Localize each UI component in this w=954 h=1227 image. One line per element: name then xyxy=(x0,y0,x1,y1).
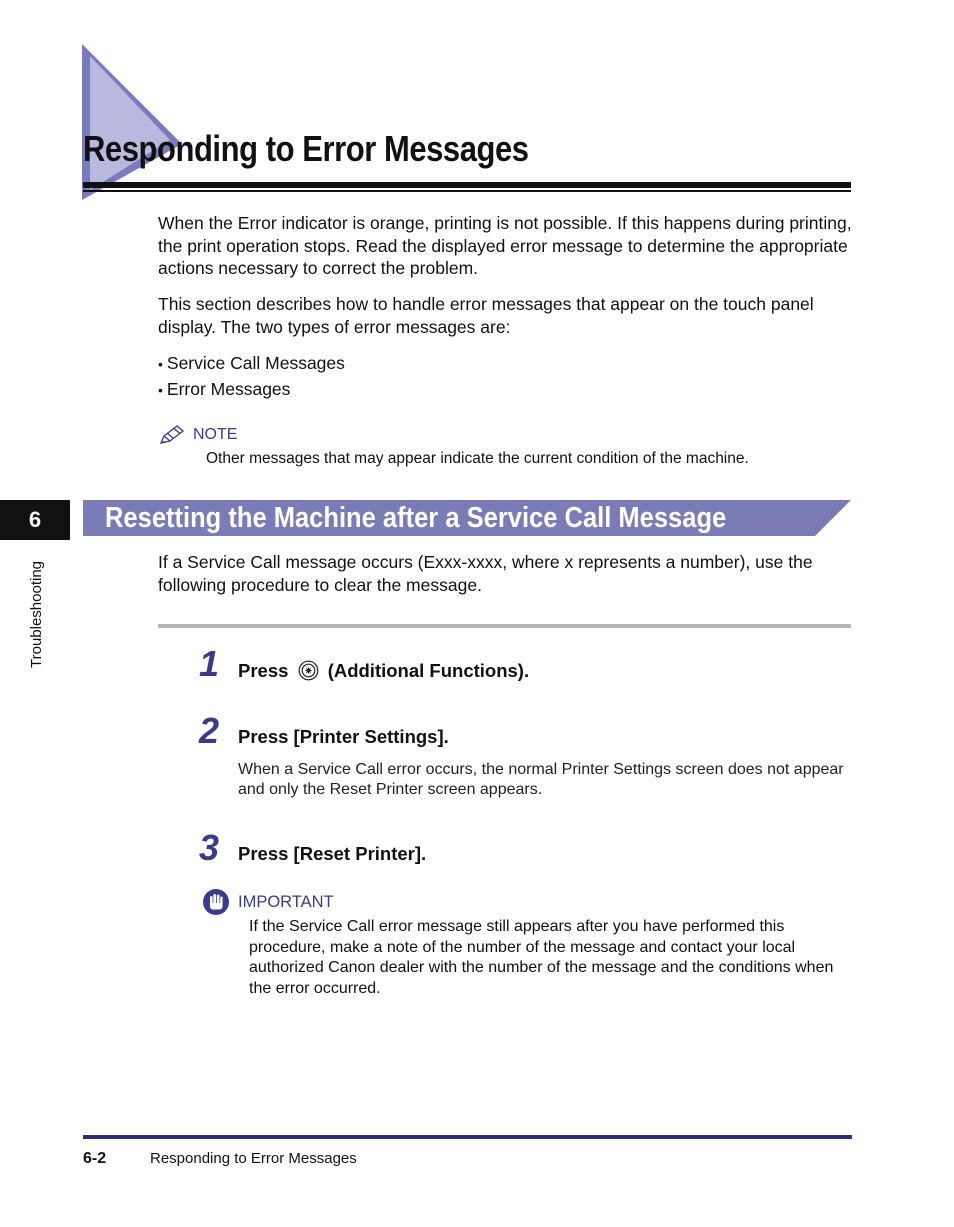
title-underline xyxy=(83,182,851,188)
bullet-icon: • xyxy=(158,356,163,372)
intro-paragraph-2: This section describes how to handle error messages that appear on the touch panel display. The two types of error messages are: xyxy=(158,294,814,337)
note-text: Other messages that may appear indicate the current condition of the machine. xyxy=(206,450,749,467)
footer-chapter-title: Responding to Error Messages xyxy=(150,1150,357,1167)
step-2-description: When a Service Call error occurs, the normal Printer Settings screen does not appear and only the Reset Printer screen appears. xyxy=(238,761,844,798)
important-label: IMPORTANT xyxy=(238,893,334,911)
footer-page-number: 6-2 xyxy=(83,1150,107,1167)
bullet-item: • Service Call Messages xyxy=(158,353,345,373)
bullet-item: • Error Messages xyxy=(158,379,291,399)
chapter-tab xyxy=(0,500,70,540)
page-title: Responding to Error Messages xyxy=(83,128,529,169)
intro-paragraph-1: When the Error indicator is orange, printing is not possible. If this happens during printing, the print operation stops. Read the displayed error message to determine the appropriate actions necessary to correct the problem. xyxy=(158,213,852,278)
pencil-icon xyxy=(158,424,186,446)
step-number: 1 xyxy=(199,643,220,684)
step-number: 3 xyxy=(199,827,220,868)
corner-triangle-decoration xyxy=(82,44,182,200)
additional-functions-icon xyxy=(298,660,319,681)
section-divider xyxy=(158,624,851,628)
note-label: NOTE xyxy=(193,426,238,443)
bullet-icon: • xyxy=(158,382,163,398)
step-1-text: Press (Additional Functions). xyxy=(238,660,530,681)
section-title: Resetting the Machine after a Service Call Message xyxy=(105,502,727,534)
step-number: 2 xyxy=(199,710,220,751)
chapter-number: 6 xyxy=(28,507,42,532)
title-underline-thin xyxy=(83,190,851,192)
section-intro: If a Service Call message occurs (Exxx-xxxx, where x represents a number), use the following procedure to clear the message. xyxy=(158,552,813,595)
chapter-side-label: Troubleshooting xyxy=(28,560,45,668)
hand-stop-icon xyxy=(202,888,230,916)
important-text: If the Service Call error message still appears after you have performed this procedure, make a note of the number of the message and contact your local authorized Canon dealer with the number of the message and the conditions when the error occurred. xyxy=(249,918,834,998)
step-3-text: Press [Reset Printer]. xyxy=(238,843,427,864)
step-2-text: Press [Printer Settings]. xyxy=(238,726,449,747)
footer-rule xyxy=(83,1135,852,1139)
